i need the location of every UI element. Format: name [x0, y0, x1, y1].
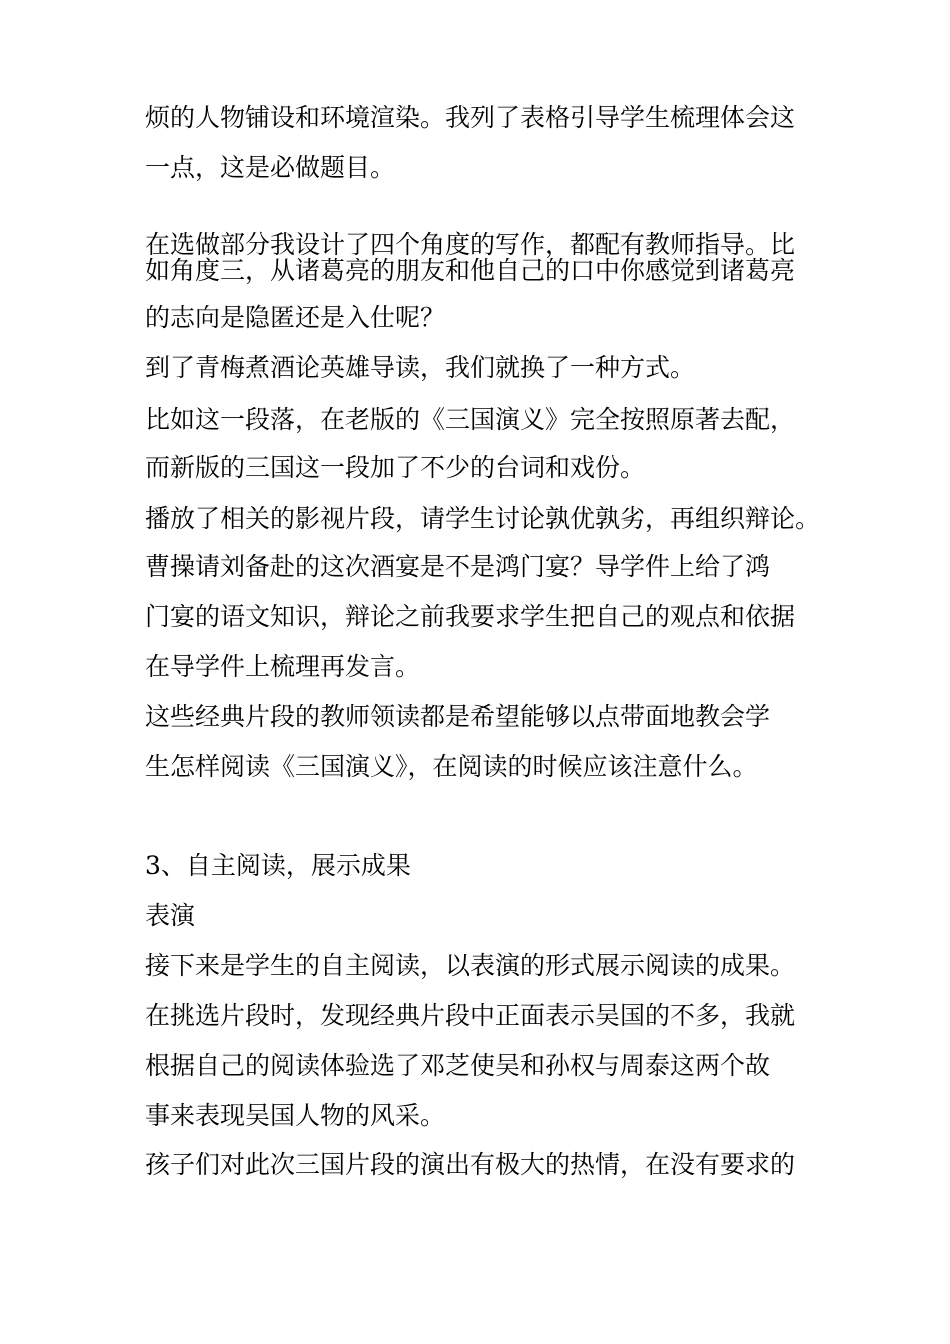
text-line: 播放了相关的影视片段，请学生讨论孰优孰劣，再组织辩论。 — [145, 504, 821, 533]
text-line: 在挑选片段时，发现经典片段中正面表示吴国的不多，我就 — [145, 1001, 796, 1030]
text-line: 接下来是学生的自主阅读，以表演的形式展示阅读的成果。 — [145, 951, 796, 980]
text-line: 事来表现吴国人物的风采。 — [145, 1101, 446, 1130]
text-line: 这些经典片段的教师领读都是希望能够以点带面地教会学 — [145, 702, 771, 731]
text-line: 生怎样阅读《三国演义》，在阅读的时候应该注意什么。 — [145, 752, 758, 781]
text-line: 曹操请刘备赴的这次酒宴是不是鸿门宴？导学件上给了鸿 — [145, 552, 771, 581]
text-line: 一点，这是必做题目。 — [145, 153, 396, 182]
text-line: 而新版的三国这一段加了不少的台词和戏份。 — [145, 453, 646, 482]
text-line: 在导学件上梳理再发言。 — [145, 652, 421, 681]
text-line: 到了青梅煮酒论英雄导读，我们就换了一种方式。 — [145, 353, 696, 382]
section-heading: 3、自主阅读，展示成果 — [145, 851, 411, 880]
text-line: 根据自己的阅读体验选了邓芝使吴和孙权与周泰这两个故 — [145, 1051, 771, 1080]
text-line: 如角度三，从诸葛亮的朋友和他自己的口中你感觉到诸葛亮 — [145, 256, 796, 285]
text-line: 的志向是隐匿还是入仕呢？ — [145, 303, 446, 332]
text-line: 孩子们对此次三国片段的演出有极大的热情，在没有要求的 — [145, 1150, 796, 1179]
text-line: 在选做部分我设计了四个角度的写作，都配有教师指导。比 — [145, 230, 796, 259]
text-line: 比如这一段落，在老版的《三国演义》完全按照原著去配， — [145, 405, 796, 434]
text-line: 门宴的语文知识，辩论之前我要求学生把自己的观点和依据 — [145, 602, 796, 631]
text-line: 烦的人物铺设和环境渲染。我列了表格引导学生梳理体会这 — [145, 103, 796, 132]
subheading: 表演 — [145, 901, 196, 930]
